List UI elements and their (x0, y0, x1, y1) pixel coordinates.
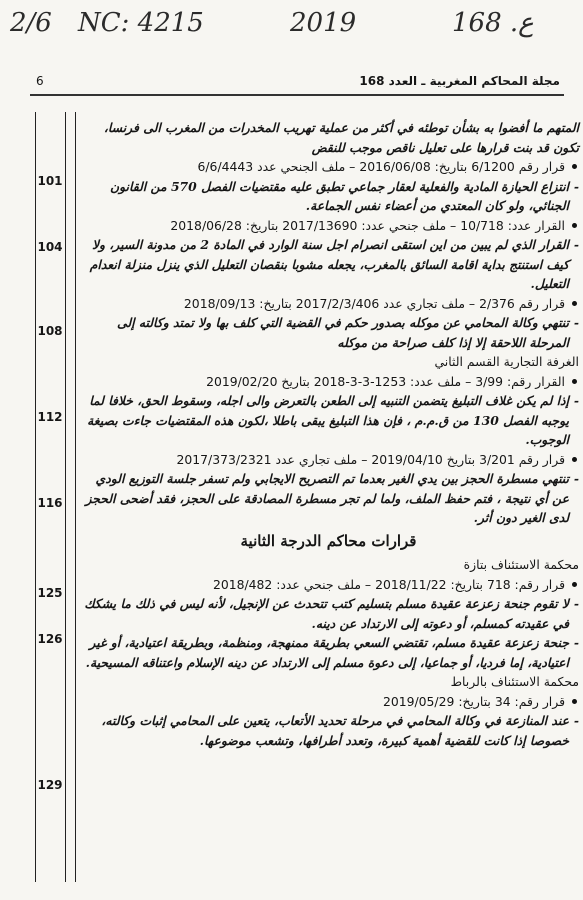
frame-inner-line (75, 112, 76, 882)
summary-text: - إذا لم يكن غلاف التبليغ يتضمن التنبيه إلى الطعن بالتعرض والى اجله، وسقوط الحق، خلافا لما يوجبه الفصل 130 من ق.م.م ، فإن هذا التبليغ يبقى باطلا ،لكون هذه المقتضيات جاءت بصيغة الوجوب. (78, 391, 579, 450)
chamber-subheading: الغرفة التجارية القسم الثاني (434, 354, 579, 369)
frame-number-column-line (65, 112, 66, 882)
journal-title: مجلة المحاكم المغربية ـ العدد 168 (359, 74, 560, 88)
decision-heading: قرار رقم: 718 بتاريخ: 2018/11/22 – ملف جنحي عدد: 2018/482 (78, 575, 579, 595)
summary-text: - جنحة زعزعة عقيدة مسلم، تقتضي السعي بطريقة ممنهجة، ومنظمة، وبطريقة اعتيادية، أو غير اعتيادية، إما فرديا، أو جماعيا، إلى دعوة مسلم إلى الارتداد عن دينه الإسلام واعتناقه المسيحية. (78, 633, 579, 672)
decision-heading: قرار رقم 3/201 بتاريخ 2019/04/10 – ملف تجاري عدد 2017/373/2321 (78, 450, 579, 470)
margin-number: 101 (37, 174, 63, 188)
decision-heading: قرار رقم: 34 بتاريخ: 2019/05/29 (78, 692, 579, 712)
court-name: محكمة الاستئناف بتازة (463, 557, 579, 572)
handwritten-fraction: 2/6 (10, 8, 52, 38)
handwritten-year: 2019 (290, 8, 357, 38)
decision-heading: القرار عدد: 10/718 – ملف جنحي عدد: 2017/13690 بتاريخ: 2018/06/28 (78, 216, 579, 236)
margin-number: 108 (37, 324, 63, 338)
margin-number: 112 (37, 410, 63, 424)
running-header (32, 74, 562, 94)
index-content (78, 118, 579, 750)
margin-number: 104 (37, 240, 63, 254)
decision-heading: القرار رقم: 3/99 – ملف عدد: 1253-3-3-2018 بتاريخ 2019/02/20 (78, 372, 579, 392)
margin-number: 129 (37, 778, 63, 792)
summary-text: - تنتهي مسطرة الحجز بين يدي الغير بعدما تم التصريح الايجابي ولم تسفر جلسة التوزيع الودي عن أي نتيجة ، فتم حفظ الملف، ولما لم تجر مسطرة المصادقة على الحجز، فقد أضحى الحجز لدى الغير دون أثر. (78, 469, 579, 528)
court-name: محكمة الاستئناف بالرباط (450, 674, 579, 689)
handwritten-code: NC: 4215 (78, 8, 204, 38)
summary-text: المتهم ما أفضوا به بشأن توطئه في أكثر من عملية تهريب المخدرات من المغرب الى فرنسا، تكون قد بنت قرارها على تعليل ناقص موجب للنقض (103, 120, 579, 155)
handwritten-ref: 168 .ع (452, 8, 534, 38)
page-number: 6 (36, 74, 44, 88)
summary-text: - عند المنازعة في وكالة المحامي في مرحلة تحديد الأتعاب، يتعين على المحامي إثبات وكالته، خصوصا إذا كانت للقضية أهمية كبيرة، وتعدد أطرافها، وتشعب موضوعها. (78, 711, 579, 750)
summary-text: - لا تقوم جنحة زعزعة عقيدة مسلم بتسليم كتب تتحدث عن الإنجيل، لأنه ليس في ذلك ما يشكك في عقيدته كمسلم، أو دعوته إلى الارتداد عن دينه. (78, 594, 579, 633)
margin-number: 125 (37, 586, 63, 600)
margin-number: 126 (37, 632, 63, 646)
margin-number: 116 (37, 496, 63, 510)
summary-text: - انتزاع الحيازة المادية والفعلية لعقار جماعي تطبق عليه مقتضيات الفصل 570 من القانون الجنائي، ولو كان المعتدي من أعضاء نفس الجماعة. (78, 177, 579, 216)
summary-text: - تنتهي وكالة المحامي عن موكله بصدور حكم في القضية التي كلف بها ولا تمتد وكالته إلى المرحلة اللاحقة إلا إذا كلف صراحة من موكله (78, 313, 579, 352)
decision-heading: قرار رقم 6/1200 بتاريخ: 2016/06/08 – ملف الجنحي عدد 6/6/4443 (78, 157, 579, 177)
section-title: قرارات محاكم الدرجة الثانية (240, 531, 417, 550)
header-rule (30, 94, 564, 96)
summary-text: - القرار الذي لم يبين من اين استقى انصرام اجل سنة الوارد في المادة 2 من مدونة السير، ولا كيف استنتج بداية اقامة السائق بالمغرب، يجعله مشوبا بنقصان التعليل الذي ينزل منزلة انعدام التعليل. (78, 235, 579, 294)
decision-heading: قرار رقم 2/376 – ملف تجاري عدد 2017/2/3/406 بتاريخ: 2018/09/13 (78, 294, 579, 314)
